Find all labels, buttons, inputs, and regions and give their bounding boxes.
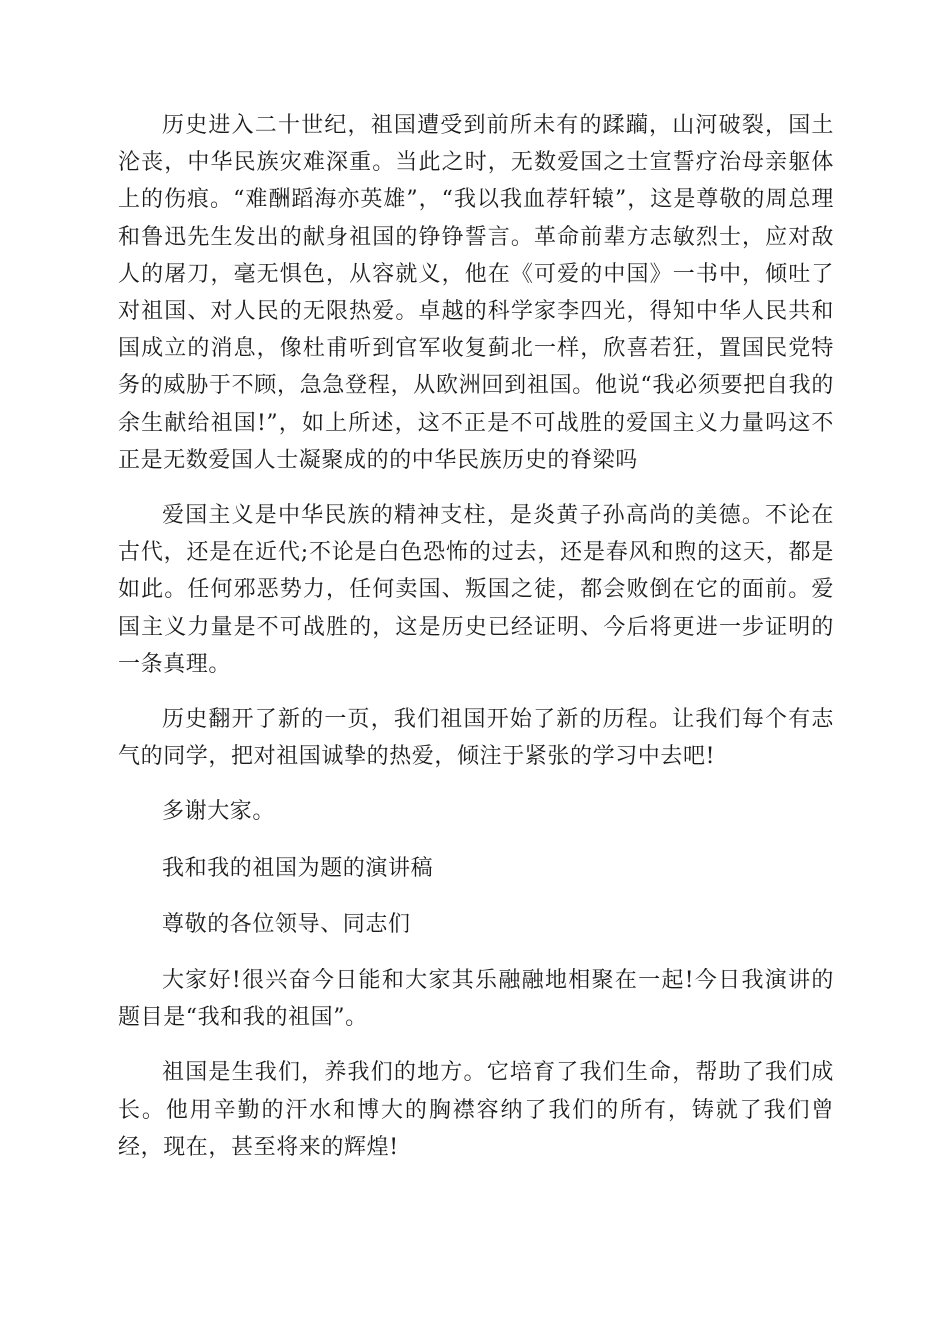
paragraph-greeting: 大家好!很兴奋今日能和大家其乐融融地相聚在一起!今日我演讲的题目是“我和我的祖国”。 (118, 968, 834, 1031)
paragraph-new-page: 历史翻开了新的一页，我们祖国开始了新的历程。让我们每个有志气的同学，把对祖国诚挚的热爱，倾注于紧张的学习中去吧! (118, 707, 834, 770)
paragraph-thanks: 多谢大家。 (162, 799, 276, 825)
paragraph-patriotism-pillar: 爱国主义是中华民族的精神支柱，是炎黄子孙高尚的美德。不论在古代，还是在近代;不论是白色恐怖的过去，还是春风和煦的这天，都是如此。任何邪恶势力，任何卖国、叛国之徒，都会败倒在它的面前。爱国主义力量是不可战胜的，这是历史已经证明、今后将更进一步证明的一条真理。 (118, 503, 834, 677)
document-page (118, 107, 834, 1184)
paragraph-history-20th-century: 历史进入二十世纪，祖国遭受到前所未有的蹂躏，山河破裂，国土沦丧，中华民族灾难深重。当此之时，无数爱国之士宣誓疗治母亲躯体上的伤痕。“难酬蹈海亦英雄”，“我以我血荐轩辕”，这是尊敬的周总理和鲁迅先生发出的献身祖国的铮铮誓言。革命前辈方志敏烈士，应对敌人的屠刀，毫无惧色，从容就义，他在《可爱的中国》一书中，倾吐了对祖国、对人民的无限热爱。卓越的科学家李四光，得知中华人民共和国成立的消息，像杜甫听到官军收复蓟北一样，欣喜若狂，置国民党特务的威胁于不顾，急急登程，从欧洲回到祖国。他说“我必须要把自我的余生献给祖国!”，如上所述，这不正是不可战胜的爱国主义力量吗这不正是无数爱国人士凝聚成的的中华民族历史的脊梁吗 (118, 113, 834, 473)
salutation: 尊敬的各位领导、同志们 (162, 911, 411, 937)
speech-title: 我和我的祖国为题的演讲稿 (162, 855, 434, 881)
paragraph-motherland: 祖国是生我们，养我们的地方。它培育了我们生命，帮助了我们成长。他用辛勤的汗水和博大的胸襟容纳了我们的所有，铸就了我们曾经，现在，甚至将来的辉煌! (118, 1060, 834, 1160)
